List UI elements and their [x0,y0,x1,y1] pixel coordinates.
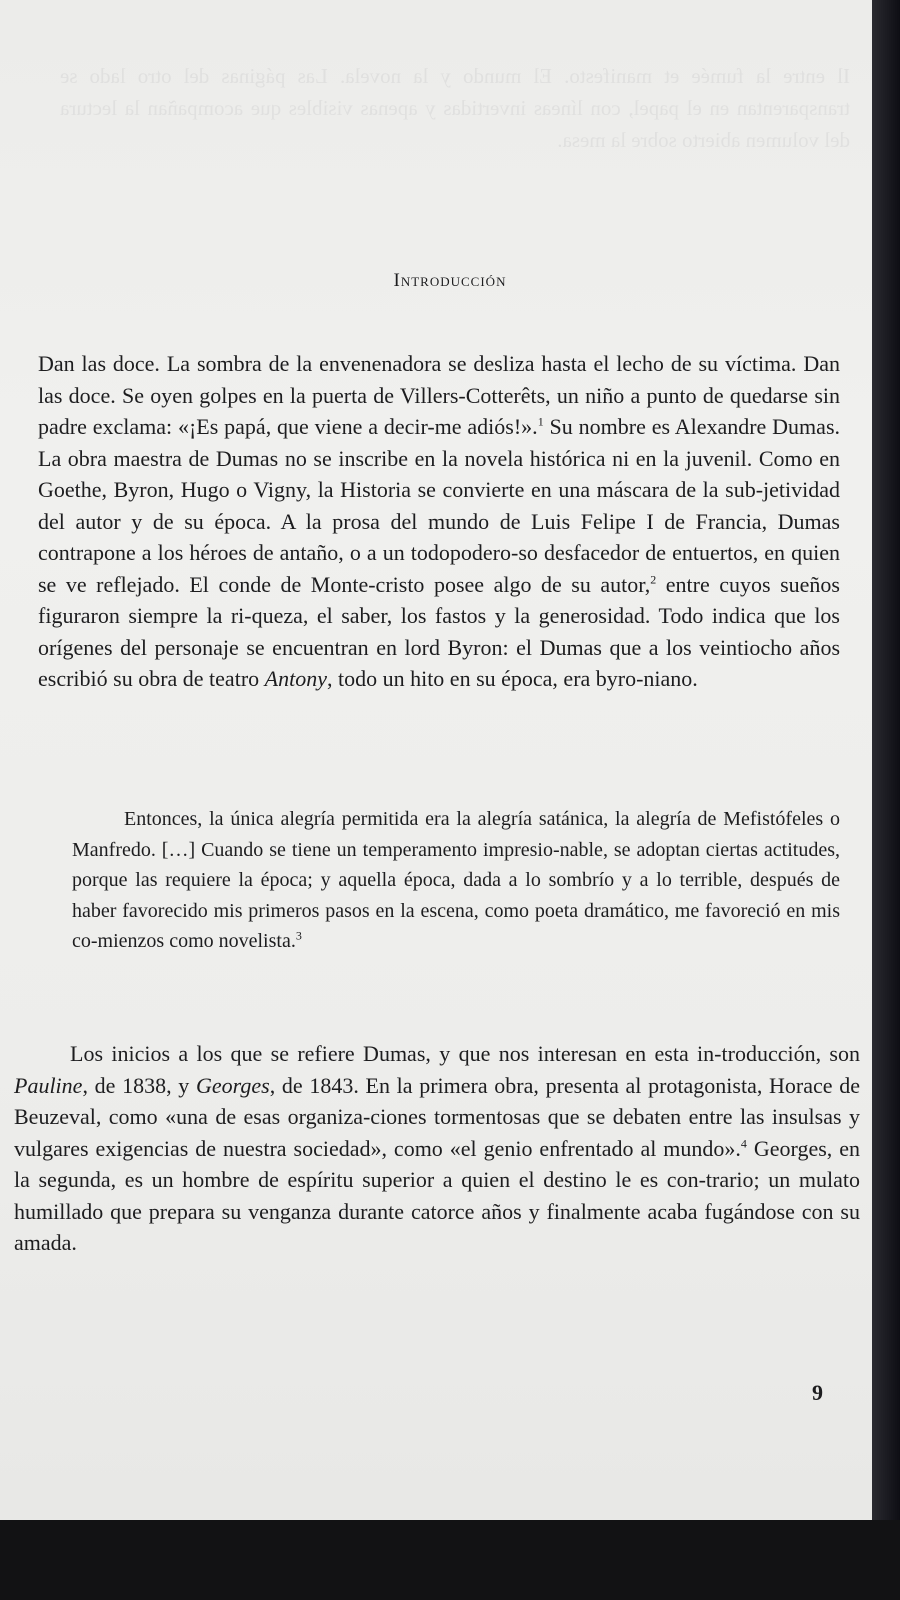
paragraph-2-text: Los inicios a los que se refiere Dumas, y que nos interesan en esta in-troducción, son Pauline, de 1838, y Georges, de 1843. En la primera obra, presenta al protagonista, Horace de Beuzeval, como «una de esas organiza-ciones tormentosas que se debaten entre las insulsas y vulgares exigencias de nuestra sociedad», como «el genio enfrentado al mundo».$^4$ Georges, en la segunda, es un hombre de espíritu superior a quien el destino le es con-trario; un mulato humillado que prepara su venganza durante catorce años y finalmente acaba fugándose con su amada. [14,1041,861,1255]
page-edge-shadow [872,0,900,1600]
chapter-heading: Introducción [393,270,507,291]
page-number: 9 [812,1380,823,1405]
paragraph-1: Dan las doce. La sombra de la envenenadora se desliza hasta el lecho de su víctima. Dan las doce. Se oyen golpes en la puerta de Villers-Cotterêts, un niño a punto de quedarse sin padre exclama: «¡Es papá, que viene a decir-me adiós!».$^1$ Su nombre es Alexandre Dumas. La obra maestra de Dumas no se inscribe en la novela histórica ni en la juvenil. Como en Goethe, Byron, Hugo o Vigny, la Historia se convierte en una máscara de la sub-jetividad del autor y de su época. A la prosa del mundo de Luis Felipe I de Francia, Dumas contrapone a los héroes de antaño, o a un todopodero-so desfacedor de entuertos, en quien se ve reflejado. El conde de Monte-cristo posee algo de su autor,$^2$ entre cuyos sueños figuraron siempre la ri-queza, el saber, los fastos y la generosidad. Todo indica que los orígenes del personaje se encuentran en lord Byron: el Dumas que a los veintiocho años escribió su obra de teatro Antony, todo un hito en su época, era byro-niano. [38,351,840,691]
block-quote-text: Entonces, la única alegría permitida era la alegría satánica, la alegría de Mefistófeles o Manfredo. […] Cuando se tiene un temperamento impresio-nable, se adoptan ciertas actitudes, porque las requiere la época; y aquella época, dada a lo sombrío y a lo terrible, después de haber favorecido mis primeros pasos en la escena, como poeta dramático, me favoreció en mis co-mienzos como novelista.$^3$ [72,808,840,952]
bleed-through-text: Il entre la fumée et manifesto. El mundo y la novela. Las páginas del otro lado se transparentan en el papel, con líneas invertidas y apenas visibles que acompañan la lectura del volumen abierto sobre la mesa. [60,64,850,152]
bottom-shadow [0,1520,900,1600]
paragraph-2 [14,1038,860,1259]
block-quote [72,804,840,957]
